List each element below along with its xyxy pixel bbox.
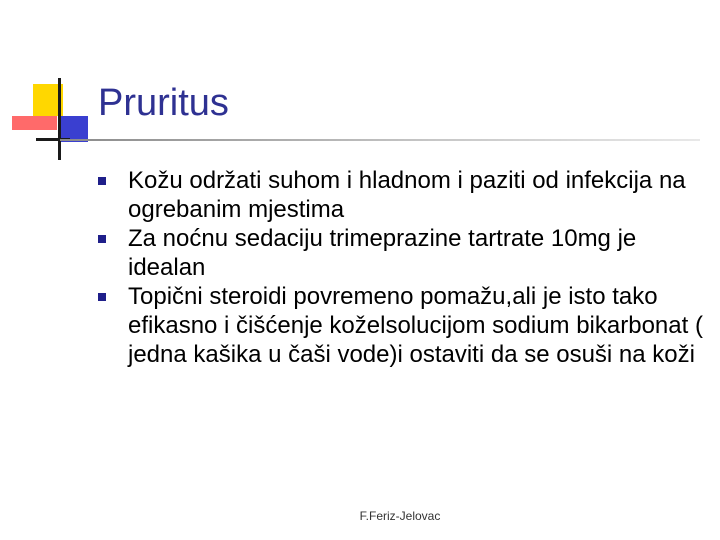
bullet-text: Za noćnu sedaciju trimeprazine tartrate 10mg je idealan <box>128 225 637 281</box>
bullet-text: Topični steroidi povremeno pomažu,ali je isto tako efikasno i čišćenje koželsolucijom sodium bikarbonat ( jedna kašika u čaši vode)i ostaviti da se osuši na koži <box>128 283 703 368</box>
bullet-list <box>98 166 708 369</box>
slide-title: Pruritus <box>98 82 229 124</box>
bullet-text: Kožu održati suhom i hladnom i paziti od infekcija na ogrebanim mjestima <box>128 167 686 223</box>
logo-red-bar <box>12 116 57 130</box>
bullet-square-icon <box>98 177 106 185</box>
bullet-square-icon <box>98 235 106 243</box>
logo-vertical-line <box>58 78 61 160</box>
bullet-item <box>98 282 708 369</box>
bullet-item <box>98 166 708 224</box>
bullet-item <box>98 224 708 282</box>
footer-author: F.Feriz-Jelovac <box>359 509 441 523</box>
title-divider <box>60 139 700 141</box>
bullet-square-icon <box>98 293 106 301</box>
